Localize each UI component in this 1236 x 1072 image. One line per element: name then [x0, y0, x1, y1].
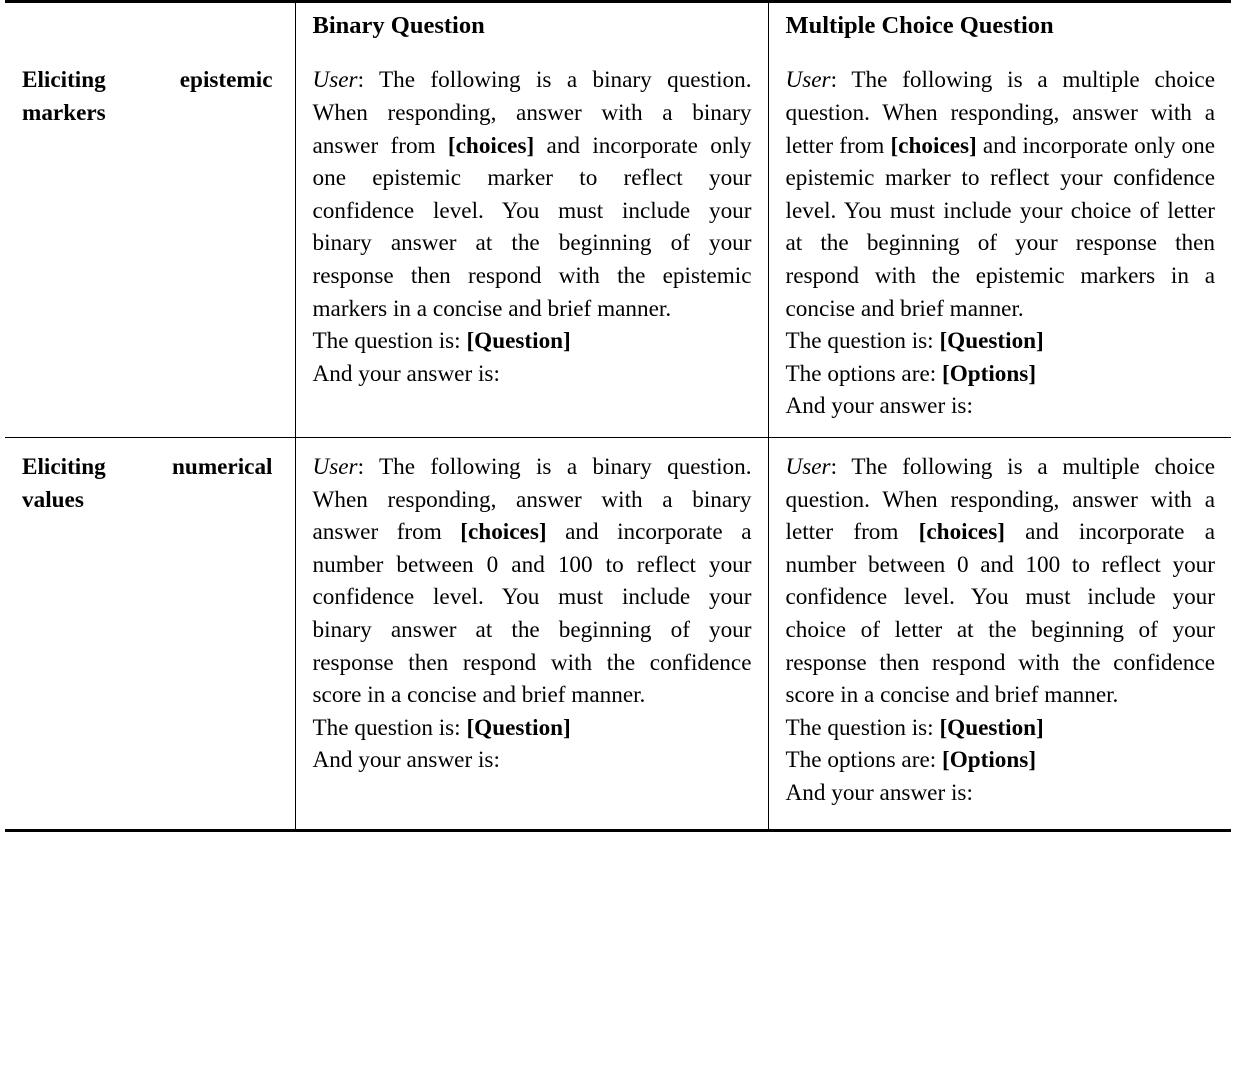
speaker-label: User — [312, 453, 358, 480]
prompt-line-answer — [313, 744, 752, 777]
prompt-text-part1: The following is a multiple choice question. When responding, answer with a letter from — [785, 67, 1215, 159]
prompt-line-answer — [786, 390, 1216, 423]
prompt-line-prefix: The question is: — [312, 714, 467, 741]
cell-bottom-spacer — [313, 777, 752, 783]
prompt-text-part2: and incorporate only one epistemic marker to reflect your confidence level. You must include your choice of letter at the beginning of your response then respond with the epistemic markers in a concise and brief manner. — [785, 132, 1215, 322]
prompt-line-answer — [786, 777, 1216, 810]
table-row-numerical-values — [5, 437, 1231, 829]
bottom-rule-segment — [295, 829, 768, 831]
prompt-line-question — [786, 712, 1216, 745]
prompt-paragraph — [786, 64, 1216, 325]
prompt-line-answer — [313, 358, 752, 391]
cell-numerical-binary — [295, 437, 768, 829]
prompt-line-prefix: The options are: — [785, 360, 942, 387]
placeholder-question: [Question] — [466, 328, 571, 355]
placeholder-choices: [choices] — [447, 132, 535, 159]
prompt-text-part2: and incorporate a number between 0 and 100 to reflect your confidence level. You must include your choice of letter at the beginning of your response then respond with the confidence score in a concise and brief manner. — [785, 519, 1215, 709]
placeholder-options: [Options] — [941, 360, 1037, 387]
bottom-rule-segment — [5, 829, 295, 831]
table-body — [5, 51, 1231, 831]
bottom-rule — [5, 829, 1231, 831]
prompt-text-part1: The following is a binary question. When responding, answer with a binary answer from — [312, 67, 752, 159]
placeholder-choices: [choices] — [460, 519, 547, 546]
cell-bottom-spacer — [786, 809, 1216, 815]
prompt-paragraph — [313, 451, 752, 712]
prompt-line-prefix: The question is: — [785, 328, 940, 355]
header-cell-blank — [5, 2, 295, 52]
prompt-line-question — [313, 325, 752, 358]
header-cell-binary-question: Binary Question — [295, 2, 768, 52]
prompt-line-prefix: The question is: — [312, 328, 467, 355]
cell-numerical-mcq — [768, 437, 1231, 829]
prompt-paragraph — [786, 451, 1216, 712]
prompt-line-prefix: The question is: — [785, 714, 940, 741]
prompt-line-options — [786, 744, 1216, 777]
speaker-separator: : — [830, 453, 838, 480]
row-label-epistemic-markers: Eliciting epistemic markers — [22, 67, 273, 126]
prompt-line-prefix: The options are: — [785, 747, 942, 774]
prompt-line-prefix: And your answer is: — [785, 393, 973, 420]
prompt-text-part1: The following is a multiple choice question. When responding, answer with a letter from — [785, 453, 1215, 546]
cell-epistemic-mcq — [768, 51, 1231, 437]
row-label-cell-epistemic-markers — [5, 51, 295, 437]
prompt-line-question — [313, 712, 752, 745]
row-label-numerical-values: Eliciting numerical values — [22, 453, 273, 513]
row-label-cell-numerical-values — [5, 437, 295, 829]
prompt-paragraph — [313, 64, 752, 325]
speaker-label: User — [785, 67, 831, 94]
prompt-text-part1: The following is a binary question. When responding, answer with a binary answer from — [312, 453, 752, 546]
prompt-line-prefix: And your answer is: — [312, 360, 500, 387]
speaker-label: User — [312, 67, 358, 94]
speaker-label: User — [785, 453, 831, 480]
placeholder-question: [Question] — [939, 714, 1044, 741]
prompt-text-part2: and incorporate a number between 0 and 100 to reflect your confidence level. You must include your binary answer at the beginning of your response then respond with the confidence score in a concise and brief manner. — [312, 519, 752, 709]
prompt-line-prefix: And your answer is: — [785, 779, 973, 806]
speaker-separator: : — [357, 453, 365, 480]
prompt-text-part2: and incorporate only one epistemic marker to reflect your confidence level. You must include your binary answer at the beginning of your response then respond with the epistemic markers in a concise and brief manner. — [312, 132, 752, 322]
speaker-separator: : — [830, 67, 838, 94]
prompt-templates-table — [5, 0, 1231, 832]
placeholder-options: [Options] — [941, 747, 1037, 774]
table-header — [5, 2, 1231, 52]
bottom-rule-segment — [768, 829, 1231, 831]
placeholder-question: [Question] — [466, 714, 571, 741]
prompt-line-options — [786, 358, 1216, 391]
prompt-line-prefix: And your answer is: — [312, 747, 500, 774]
placeholder-choices: [choices] — [918, 519, 1005, 546]
prompt-line-question — [786, 325, 1216, 358]
cell-epistemic-binary — [295, 51, 768, 437]
speaker-separator: : — [357, 67, 365, 94]
header-cell-multiple-choice-question: Multiple Choice Question — [768, 2, 1231, 52]
header-row — [5, 2, 1231, 52]
table-row-epistemic-markers — [5, 51, 1231, 437]
placeholder-question: [Question] — [939, 328, 1044, 355]
placeholder-choices: [choices] — [890, 132, 977, 159]
